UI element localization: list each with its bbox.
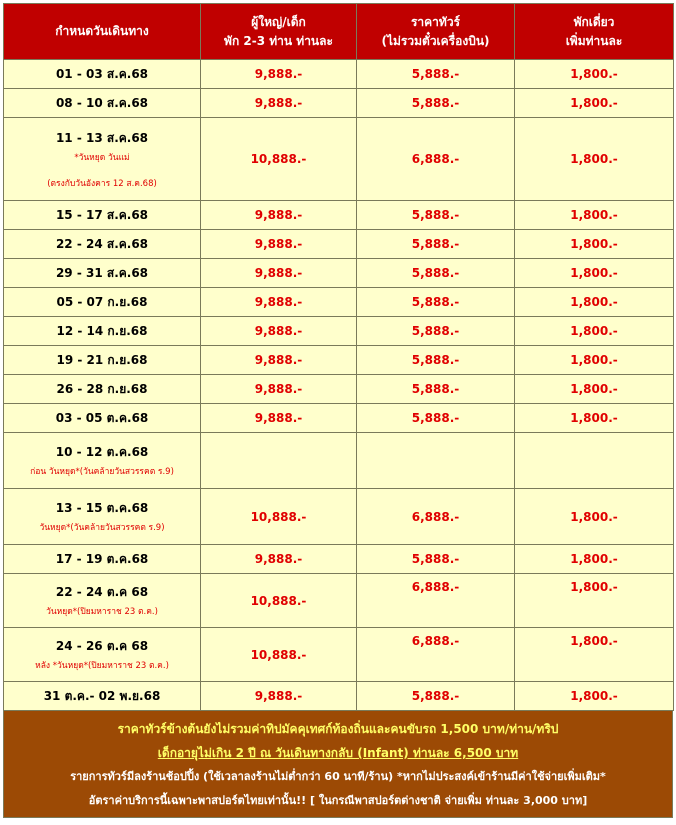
date-cell: 05 - 07 ก.ย.68 [4,288,201,317]
table-row [4,259,674,288]
adult-price-cell: 10,888.- [201,489,357,545]
table-row [4,201,674,230]
adult-price-cell: 10,888.- [201,118,357,201]
price-table [3,3,674,711]
tour-price-cell: 5,888.- [357,201,515,230]
single-supplement-cell: 1,800.- [515,288,674,317]
date-text: 24 - 26 ต.ค 68 [55,639,149,653]
date-cell: 26 - 28 ก.ย.68 [4,375,201,404]
date-cell [4,628,201,682]
date-cell: 31 ต.ค.- 02 พ.ย.68 [4,682,201,711]
date-cell [4,489,201,545]
table-row [4,346,674,375]
single-supplement-cell: 1,800.- [515,628,674,682]
date-cell: 17 - 19 ต.ค.68 [4,545,201,574]
adult-price-cell: 9,888.- [201,404,357,433]
header-adult [201,4,357,60]
date-text: 10 - 12 ต.ค.68 [55,445,149,459]
holiday-note: หลัง *วันหยุด*(ปิยมหาราช 23 ต.ค.) [35,661,169,671]
table-row [4,375,674,404]
single-supplement-cell: 1,800.- [515,259,674,288]
tour-price-cell: 6,888.- [357,628,515,682]
holiday-note: *วันหยุด วันแม่ [74,152,130,163]
table-row [4,60,674,89]
date-cell [4,574,201,628]
date-cell: 08 - 10 ส.ค.68 [4,89,201,118]
single-supplement-cell: 1,800.- [515,118,674,201]
tour-price-cell: 5,888.- [357,404,515,433]
tour-price-cell: 5,888.- [357,375,515,404]
date-cell: 22 - 24 ส.ค.68 [4,230,201,259]
price-table-container [3,3,673,818]
adult-price-cell: 9,888.- [201,230,357,259]
date-cell: 03 - 05 ต.ค.68 [4,404,201,433]
date-text: 13 - 15 ต.ค.68 [55,501,149,515]
table-row [4,118,674,201]
header-date: กำหนดวันเดินทาง [4,4,201,60]
date-cell: 19 - 21 ก.ย.68 [4,346,201,375]
adult-price-cell: 9,888.- [201,682,357,711]
date-cell: 01 - 03 ส.ค.68 [4,60,201,89]
adult-price-cell: 9,888.- [201,60,357,89]
header-adult-line1: ผู้ใหญ่/เด็ก [251,14,306,29]
tour-price-cell: 5,888.- [357,60,515,89]
adult-price-cell: 9,888.- [201,259,357,288]
tour-price-cell: 6,888.- [357,118,515,201]
adult-price-cell: 9,888.- [201,317,357,346]
adult-price-cell: 9,888.- [201,545,357,574]
header-single-line1: พักเดี่ยว [573,14,615,29]
header-tour-line1: ราคาทัวร์ [410,14,461,29]
tour-price-cell: 5,888.- [357,545,515,574]
date-text: 11 - 13 ส.ค.68 [55,130,149,145]
holiday-note: วันหยุด*(ปิยมหาราช 23 ต.ค.) [46,607,158,617]
date-cell: 12 - 14 ก.ย.68 [4,317,201,346]
single-supplement-cell: 1,800.- [515,346,674,375]
single-supplement-cell [515,433,674,489]
single-supplement-cell: 1,800.- [515,682,674,711]
date-cell: 15 - 17 ส.ค.68 [4,201,201,230]
infant-note: เด็กอายุไม่เกิน 2 ปี ณ วันเดินทางกลับ (Infant) ท่านละ 6,500 บาท [157,746,519,760]
adult-price-cell: 9,888.- [201,375,357,404]
single-supplement-cell: 1,800.- [515,89,674,118]
adult-price-cell: 10,888.- [201,628,357,682]
single-supplement-cell: 1,800.- [515,545,674,574]
single-supplement-cell: 1,800.- [515,375,674,404]
tour-price-cell: 5,888.- [357,259,515,288]
adult-price-cell: 9,888.- [201,288,357,317]
holiday-note: ก่อน วันหยุด*(วันคล้ายวันสวรรคต ร.9) [30,467,174,477]
header-single-line2: เพิ่มท่านละ [565,33,623,48]
header-tour-line2: (ไม่รวมตั๋วเครื่องบิน) [381,33,490,48]
tour-price-cell: 6,888.- [357,574,515,628]
table-row [4,433,674,489]
table-row [4,574,674,628]
tour-price-cell: 5,888.- [357,89,515,118]
adult-price-cell: 9,888.- [201,346,357,375]
date-cell [4,433,201,489]
table-row [4,288,674,317]
single-supplement-cell: 1,800.- [515,201,674,230]
tour-price-cell: 5,888.- [357,346,515,375]
header-single [515,4,674,60]
single-supplement-cell: 1,800.- [515,404,674,433]
date-cell: 29 - 31 ส.ค.68 [4,259,201,288]
table-row [4,489,674,545]
single-supplement-cell: 1,800.- [515,230,674,259]
table-header-row [4,4,674,60]
adult-price-cell: 9,888.- [201,201,357,230]
single-supplement-cell: 1,800.- [515,60,674,89]
tour-price-cell: 5,888.- [357,230,515,259]
header-adult-line2: พัก 2-3 ท่าน ท่านละ [224,33,333,48]
tour-price-cell [357,433,515,489]
tour-price-cell: 5,888.- [357,317,515,346]
tour-price-cell: 5,888.- [357,288,515,317]
holiday-note: วันหยุด*(วันคล้ายวันสวรรคต ร.9) [39,523,165,533]
table-row [4,682,674,711]
single-supplement-cell: 1,800.- [515,317,674,346]
holiday-note-detail: (ตรงกับวันอังคาร 12 ส.ค.68) [47,178,157,189]
shopping-note: รายการทัวร์มีลงร้านช้อปปิ้ง (ใช้เวลาลงร้านไม่ต่ำกว่า 60 นาที/ร้าน) *หากไม่ประสงค์เข้าร้านมีค่าใช้จ่ายเพิ่มเติม* [70,770,606,783]
tour-price-cell: 5,888.- [357,682,515,711]
tour-price-cell: 6,888.- [357,489,515,545]
adult-price-cell: 9,888.- [201,89,357,118]
date-text: 22 - 24 ต.ค 68 [55,585,149,599]
tip-note: ราคาทัวร์ข้างต้นยังไม่รวมค่าทิปมัคคุเทศก์ท้องถิ่นและคนขับรถ 1,500 บาท/ท่าน/ทริป [117,722,559,736]
single-supplement-cell: 1,800.- [515,489,674,545]
adult-price-cell [201,433,357,489]
table-row [4,317,674,346]
table-row [4,545,674,574]
single-supplement-cell: 1,800.- [515,574,674,628]
table-row [4,89,674,118]
table-row [4,404,674,433]
table-row [4,628,674,682]
date-cell [4,118,201,201]
passport-note: อัตราค่าบริการนี้เฉพาะพาสปอร์ตไทยเท่านั้น!! [ ในกรณีพาสปอร์ตต่างชาติ จ่ายเพิ่ม ท่านละ 3,000 บาท] [88,794,588,807]
terms-footer [3,711,673,818]
header-tour [357,4,515,60]
adult-price-cell: 10,888.- [201,574,357,628]
table-row [4,230,674,259]
